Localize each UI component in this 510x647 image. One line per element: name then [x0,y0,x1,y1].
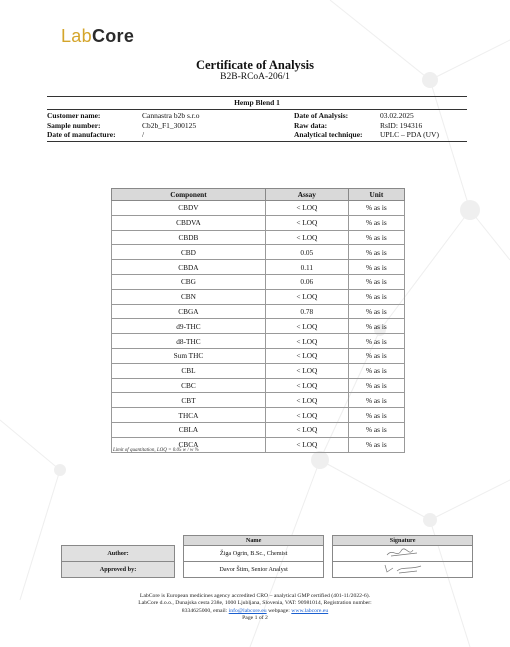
info-label: Date of Analysis: [294,111,349,120]
col-header-name: Name [184,536,324,546]
assay-cell: < LOQ [265,393,348,408]
component-cell: CBL [112,363,266,378]
component-cell: CBN [112,289,266,304]
component-cell: CBG [112,274,266,289]
unit-cell: % as is [348,363,404,378]
assay-cell: < LOQ [265,378,348,393]
assay-cell: 0.11 [265,260,348,275]
col-header-component: Component [112,189,266,201]
table-row [112,334,405,349]
unit-cell: % as is [348,422,404,437]
assay-cell: 0.05 [265,245,348,260]
assay-cell: < LOQ [265,408,348,423]
info-right-values [380,111,470,140]
info-right-labels [294,111,380,140]
unit-cell: % as is [348,289,404,304]
table-row [112,408,405,423]
table-row [112,348,405,363]
component-cell: CBD [112,245,266,260]
info-value: / [142,130,145,139]
unit-cell: % as is [348,334,404,349]
unit-cell: % as is [348,245,404,260]
document-id: B2B-RCoA-206/1 [220,72,290,82]
assay-cell: < LOQ [265,334,348,349]
info-left-values [142,111,282,140]
author-label: Author: [62,546,175,562]
component-cell: CBCA [112,437,266,452]
unit-cell: % as is [348,260,404,275]
unit-cell: % as is [348,393,404,408]
info-divider [47,141,467,142]
email-link[interactable]: info@labcore.eu [228,607,267,614]
page-number: Page 1 of 2 [242,615,268,622]
table-row [112,378,405,393]
info-value: UPLC – PDA (UV) [380,130,439,139]
info-left-labels [47,111,142,140]
author-signature [333,546,473,562]
unit-cell: % as is [348,348,404,363]
unit-cell: % as is [348,201,404,216]
unit-cell: % as is [348,378,404,393]
info-label: Raw data: [294,120,328,130]
info-label: Analytical technique: [294,130,363,139]
author-name: Žiga Ogrin, B.Sc., Chemist [184,546,324,562]
assay-cell: < LOQ [265,348,348,363]
table-row [112,422,405,437]
assay-cell: < LOQ [265,215,348,230]
results-table [111,188,405,453]
author-signature-scribble [383,546,423,559]
assay-cell: < LOQ [265,289,348,304]
unit-cell: % as is [348,319,404,334]
footer-line-address: LabCore d.o.o., Dunajska cesta 238e, 1000 Ljubljana, Slovenia, VAT: 90981014, Registration number: [138,600,372,607]
table-row [112,274,405,289]
info-label: Sample number: [47,120,101,130]
assay-cell: < LOQ [265,319,348,334]
table-row [112,363,405,378]
assay-cell: < LOQ [265,230,348,245]
author-row [62,546,473,562]
assay-cell: < LOQ [265,201,348,216]
table-row [112,319,405,334]
col-header-assay: Assay [265,189,348,201]
table-row [112,289,405,304]
assay-cell: < LOQ [265,422,348,437]
unit-cell: % as is [348,230,404,245]
approved-row [62,562,473,578]
component-cell: CBDB [112,230,266,245]
footer-line-contact: 8334625000, email: info@labcore.eu webpage: www.labcore.eu [181,607,329,614]
results-header-row [112,189,405,201]
loq-note: Limit of quantitation, LOQ = 0.05 w / w % [113,448,199,453]
component-cell: THCA [112,408,266,423]
col-header-unit: Unit [348,189,404,201]
component-cell: d9-THC [112,319,266,334]
unit-cell: % as is [348,304,404,319]
component-cell: CBC [112,378,266,393]
component-cell: CBDV [112,201,266,216]
approved-name: Davor Štim, Senior Analyst [184,562,324,578]
info-label: Date of manufacture: [47,130,116,139]
info-value: RsID: 194316 [380,120,423,130]
approved-signature-scribble [381,562,425,575]
assay-cell: < LOQ [265,437,348,452]
unit-cell: % as is [348,408,404,423]
results-body [112,201,405,453]
info-value: Cb2b_F1_300125 [142,120,197,130]
unit-cell: % as is [348,215,404,230]
table-row [112,230,405,245]
table-row [112,245,405,260]
website-link[interactable]: www.labcore.eu [291,607,329,614]
table-row [112,201,405,216]
approved-signature [333,562,473,578]
col-header-signature: Signature [333,536,473,546]
component-cell: CBDVA [112,215,266,230]
document-title: Certificate of Analysis [195,58,315,72]
component-cell: Sum THC [112,348,266,363]
product-name-bar: Hemp Blend 1 [47,96,467,110]
table-row [112,260,405,275]
footer-line-accreditation: LabCore is European medicines agency accredited CRO – analytical GMP certified (401-11/2022-6). [139,593,371,599]
assay-cell: < LOQ [265,363,348,378]
unit-cell: % as is [348,274,404,289]
page-footer [0,593,510,623]
unit-cell: % as is [348,437,404,452]
signature-header-row [62,536,473,546]
component-cell: d8-THC [112,334,266,349]
signature-table [61,535,473,578]
labcore-logo: LabCore [61,26,135,46]
table-row [112,393,405,408]
component-cell: CBLA [112,422,266,437]
component-cell: CBGA [112,304,266,319]
assay-cell: 0.06 [265,274,348,289]
assay-cell: 0.78 [265,304,348,319]
component-cell: CBDA [112,260,266,275]
component-cell: CBT [112,393,266,408]
table-row [112,304,405,319]
info-value: 03.02.2025 [380,111,414,120]
info-value: Cannastra b2b s.r.o [142,111,200,120]
info-label: Customer name: [47,111,101,120]
approved-label: Approved by: [62,562,175,578]
table-row [112,215,405,230]
